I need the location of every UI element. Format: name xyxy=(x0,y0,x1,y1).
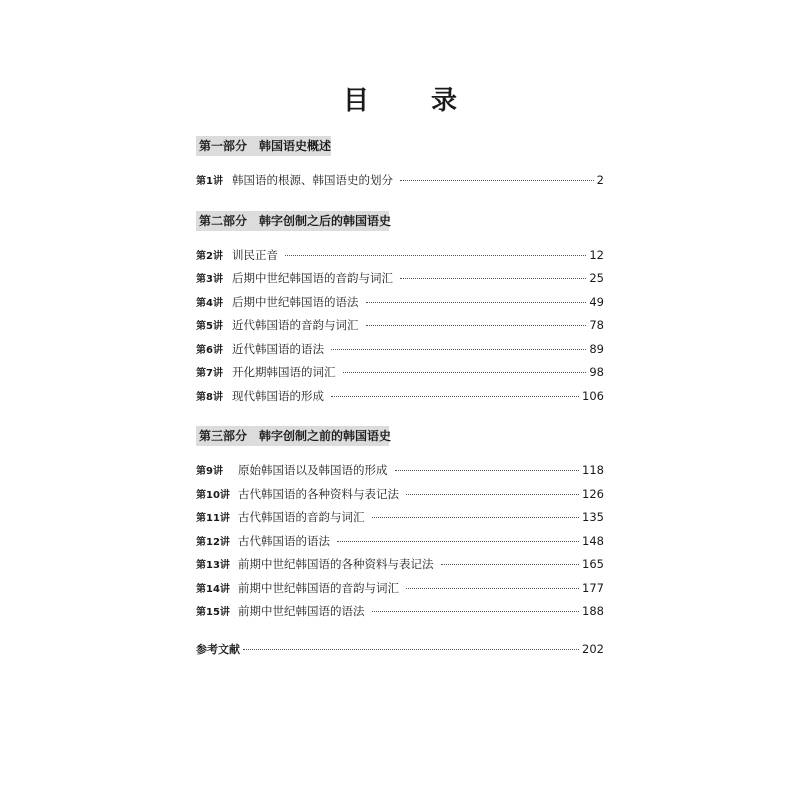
toc-entry-references[interactable] xyxy=(196,638,604,662)
page-number: 118 xyxy=(582,463,604,477)
table-of-contents xyxy=(196,136,604,661)
toc-entry[interactable] xyxy=(196,267,604,291)
toc-entry[interactable] xyxy=(196,314,604,338)
toc-entry[interactable] xyxy=(196,600,604,624)
lecture-number: 第6讲 xyxy=(196,344,223,356)
page-number: 188 xyxy=(582,604,604,618)
lecture-title: 古代韩国语的音韵与词汇 xyxy=(238,510,365,524)
lecture-title: 后期中世纪韩国语的语法 xyxy=(232,294,359,309)
dot-leader xyxy=(343,372,587,373)
dot-leader xyxy=(243,649,579,650)
dot-leader xyxy=(400,180,594,181)
lecture-title: 前期中世纪韩国语的各种资料与表记法 xyxy=(238,557,434,571)
lecture-number: 第4讲 xyxy=(196,297,223,309)
lecture-title: 古代韩国语的各种资料与表记法 xyxy=(238,486,399,501)
page-number: 25 xyxy=(589,271,604,285)
toc-entry[interactable] xyxy=(196,577,604,601)
toc-entry[interactable] xyxy=(196,338,604,362)
page-number: 12 xyxy=(589,247,604,262)
lecture-title: 近代韩国语的音韵与词汇 xyxy=(232,318,359,332)
page-number: 165 xyxy=(582,557,604,571)
lecture-title: 古代韩国语的语法 xyxy=(238,533,330,548)
lecture-title: 前期中世纪韩国语的音韵与词汇 xyxy=(238,580,399,595)
toc-entry[interactable] xyxy=(196,169,604,193)
dot-leader xyxy=(337,541,579,542)
lecture-number: 第8讲 xyxy=(196,391,223,403)
lecture-number: 第5讲 xyxy=(196,321,223,332)
dot-leader xyxy=(366,325,587,326)
page-number: 126 xyxy=(582,486,604,501)
lecture-number: 第13讲 xyxy=(196,560,230,571)
lecture-number: 第7讲 xyxy=(196,368,223,379)
toc-entry[interactable] xyxy=(196,459,604,483)
page-number: 135 xyxy=(582,510,604,524)
lecture-title: 韩国语的根源、韩国语史的划分 xyxy=(232,173,393,187)
dot-leader xyxy=(441,564,580,565)
dot-leader xyxy=(406,588,579,589)
page-number: 98 xyxy=(589,365,604,379)
dot-leader xyxy=(331,349,586,350)
lecture-number: 第3讲 xyxy=(196,274,223,285)
references-title: 参考文献 xyxy=(196,642,240,656)
lecture-title: 开化期韩国语的词汇 xyxy=(232,365,336,379)
dot-leader xyxy=(395,470,580,471)
page-number: 202 xyxy=(582,641,604,656)
lecture-title: 后期中世纪韩国语的音韵与词汇 xyxy=(232,271,393,285)
dot-leader xyxy=(372,517,580,518)
lecture-number: 第10讲 xyxy=(196,489,230,501)
dot-leader xyxy=(372,611,580,612)
lecture-number: 第14讲 xyxy=(196,583,230,595)
toc-entry[interactable] xyxy=(196,506,604,530)
lecture-number: 第12讲 xyxy=(196,536,230,548)
page-title: 目 录 xyxy=(342,86,475,116)
lecture-title: 现代韩国语的形成 xyxy=(232,388,324,403)
toc-entry[interactable] xyxy=(196,385,604,409)
page-number: 89 xyxy=(589,341,604,356)
lecture-number: 第9讲 xyxy=(196,466,223,477)
dot-leader xyxy=(406,494,579,495)
toc-entry[interactable] xyxy=(196,553,604,577)
page-number: 148 xyxy=(582,533,604,548)
dot-leader xyxy=(331,396,579,397)
section-header-3: 第三部分 韩字创制之前的韩国语史 xyxy=(196,426,389,446)
page-number: 177 xyxy=(582,580,604,595)
page-number: 2 xyxy=(596,173,604,187)
toc-entry[interactable] xyxy=(196,530,604,554)
section-header-1: 第一部分 韩国语史概述 xyxy=(196,136,331,156)
page-number: 106 xyxy=(582,388,604,403)
dot-leader xyxy=(366,302,587,303)
toc-entry[interactable] xyxy=(196,483,604,507)
dot-leader xyxy=(285,255,586,256)
lecture-number: 第2讲 xyxy=(196,250,223,262)
toc-entry[interactable] xyxy=(196,361,604,385)
lecture-number: 第11讲 xyxy=(196,513,230,524)
toc-entry[interactable] xyxy=(196,291,604,315)
section-header-2: 第二部分 韩字创制之后的韩国语史 xyxy=(196,211,389,231)
page-number: 78 xyxy=(589,318,604,332)
lecture-title: 前期中世纪韩国语的语法 xyxy=(238,604,365,618)
lecture-title: 训民正音 xyxy=(232,247,278,262)
lecture-title: 原始韩国语以及韩国语的形成 xyxy=(238,463,388,477)
lecture-number: 第1讲 xyxy=(196,176,223,187)
lecture-title: 近代韩国语的语法 xyxy=(232,341,324,356)
dot-leader xyxy=(400,278,586,279)
lecture-number: 第15讲 xyxy=(196,607,230,618)
page-number: 49 xyxy=(589,294,604,309)
toc-entry[interactable] xyxy=(196,244,604,268)
